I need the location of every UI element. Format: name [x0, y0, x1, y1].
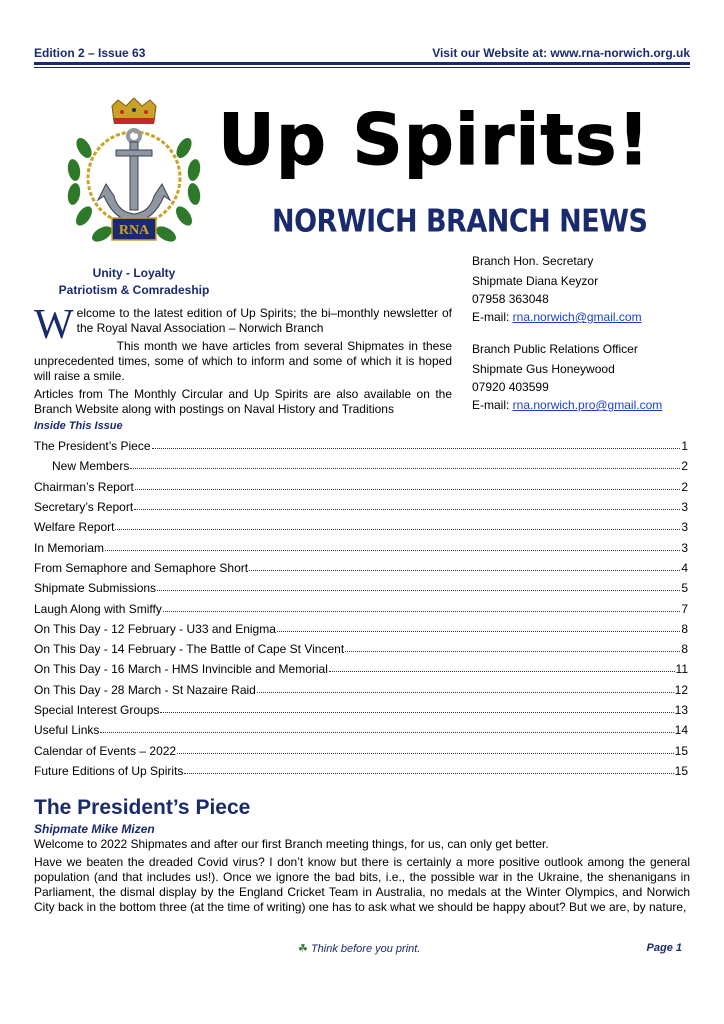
toc-entry[interactable]: [34, 537, 688, 557]
toc-entry-title: Calendar of Events – 2022: [34, 743, 177, 758]
toc-leader-dots: [160, 704, 673, 713]
crest-letters: RNA: [118, 223, 150, 238]
secretary-phone: 07958 363048: [472, 292, 549, 306]
pro-email-line: [472, 396, 662, 414]
article-title: The President’s Piece: [34, 796, 251, 819]
toc-entry[interactable]: [34, 700, 688, 720]
toc-leader-dots: [134, 501, 680, 510]
secretary-name: Shipmate Diana Keyzor: [472, 274, 599, 288]
toc-entry-page: 5: [681, 581, 688, 596]
header-rule: [34, 62, 690, 65]
rna-crest-icon: [54, 98, 214, 258]
secretary-email-label: E-mail:: [472, 310, 513, 324]
toc-leader-dots: [345, 643, 680, 652]
header-rule-thin: [34, 67, 690, 68]
toc-entry-title: Useful Links: [34, 723, 100, 738]
article-body: [34, 837, 690, 918]
toc-entry-title: The President’s Piece: [34, 439, 151, 454]
toc-entry-page: 3: [681, 540, 688, 555]
secretary-email-link[interactable]: rna.norwich@gmail.com: [512, 310, 642, 324]
motto: [34, 265, 234, 299]
crown-icon: [112, 98, 156, 124]
toc-entry-title: On This Day - 16 March - HMS Invincible and Memorial: [34, 662, 328, 677]
toc-entry-page: 14: [674, 723, 688, 738]
toc-entry-page: 2: [681, 479, 688, 494]
table-of-contents: [34, 436, 688, 781]
newsletter-subtitle: NORWICH BRANCH NEWS: [272, 204, 648, 240]
toc-entry-page: 3: [681, 520, 688, 535]
toc-leader-dots: [152, 440, 681, 449]
toc-entry-title: Laugh Along with Smiffy: [34, 601, 162, 616]
secretary-role: Branch Hon. Secretary: [472, 254, 594, 268]
toc-entry-page: 1: [681, 439, 688, 454]
toc-entry-title: From Semaphore and Semaphore Short: [34, 560, 249, 575]
toc-entry[interactable]: [34, 619, 688, 639]
toc-entry-title: On This Day - 12 February - U33 and Enigma: [34, 621, 276, 636]
toc-entry[interactable]: [34, 517, 688, 537]
pro-name: Shipmate Gus Honeywood: [472, 362, 615, 376]
newsletter-title: Up Spirits!: [218, 99, 651, 181]
toc-leader-dots: [130, 460, 680, 469]
think-before-print: ☘ Think before you print.: [298, 943, 421, 955]
toc-entry[interactable]: [34, 436, 688, 456]
pro-email-link[interactable]: rna.norwich.pro@gmail.com: [512, 398, 663, 412]
toc-entry[interactable]: [34, 761, 688, 781]
toc-entry[interactable]: [34, 558, 688, 578]
toc-entry-page: 11: [675, 662, 688, 677]
toc-heading: Inside This Issue: [34, 420, 123, 432]
tree-icon: ☘: [298, 943, 308, 955]
toc-leader-dots: [163, 603, 680, 612]
toc-leader-dots: [257, 684, 674, 693]
toc-entry[interactable]: [34, 639, 688, 659]
toc-entry[interactable]: [34, 740, 688, 760]
toc-leader-dots: [184, 765, 673, 774]
toc-leader-dots: [115, 521, 680, 530]
toc-entry-title: Shipmate Submissions: [34, 581, 157, 596]
toc-entry-title: Welfare Report: [34, 520, 115, 535]
motto-line2: Patriotism & Comradeship: [58, 283, 210, 297]
article-paragraph-2: Have we beaten the dreaded Covid virus? I don’t know but there is certainly a more positive outlook among the general population (and that includes us!). Once we ignore the bad bits, i.e., the possible war in the Ukraine, the shenanigans in Parliament, the dismal display by the England Cricket Team in Australia, no medals at the Winter Olympics, and Norwich City back in the bottom three (at the time of writing) one has to ask what we should be happy about? But we are, by nature,: [34, 855, 690, 914]
toc-entry[interactable]: [34, 456, 688, 476]
toc-entry-title: Secretary’s Report: [34, 500, 134, 515]
toc-entry[interactable]: [34, 659, 688, 679]
toc-leader-dots: [329, 663, 675, 672]
toc-entry-page: 15: [674, 743, 688, 758]
intro-paragraph-3: Articles from The Monthly Circular and Up Spirits are also available on the Branch Website along with postings on Naval History and Traditions: [34, 387, 452, 416]
toc-leader-dots: [157, 582, 680, 591]
article-author: Shipmate Mike Mizen: [34, 822, 155, 836]
toc-entry-page: 15: [674, 763, 688, 778]
toc-entry-page: 4: [681, 560, 688, 575]
toc-entry-page: 8: [681, 642, 688, 657]
toc-leader-dots: [105, 542, 680, 551]
toc-entry-title: New Members: [52, 459, 130, 474]
toc-entry-title: Chairman’s Report: [34, 479, 134, 494]
toc-entry[interactable]: [34, 578, 688, 598]
toc-entry-title: Special Interest Groups: [34, 703, 160, 717]
intro-paragraph-2: This month we have articles from several Shipmates in these unprecedented times, some of which to inform and some of which it is hoped will raise a smile.: [34, 339, 452, 383]
toc-leader-dots: [135, 481, 680, 490]
secretary-email-line: [472, 308, 642, 326]
pro-role: Branch Public Relations Officer: [472, 342, 638, 356]
toc-entry-title: On This Day - 28 March - St Nazaire Raid: [34, 682, 256, 697]
edition-label: Edition 2 – Issue 63: [34, 46, 146, 60]
anchor-icon: [98, 130, 170, 222]
toc-entry[interactable]: [34, 680, 688, 700]
toc-entry[interactable]: [34, 598, 688, 618]
toc-entry-page: 2: [681, 459, 688, 474]
page-number: Page 1: [646, 942, 682, 954]
toc-entry-page: 13: [674, 703, 688, 717]
article-paragraph-1: Welcome to 2022 Shipmates and after our first Branch meeting things, for us, can only get better.: [34, 837, 549, 851]
intro-paragraph-1: Welcome to the latest edition of Up Spirits; the bi–monthly newsletter of the Royal Naval Association – Norwich Branch: [34, 302, 452, 348]
drop-cap: W: [34, 302, 74, 348]
toc-entry-page: 7: [681, 601, 688, 616]
toc-entry-title: Future Editions of Up Spirits: [34, 763, 184, 778]
motto-line1: Unity - Loyalty: [92, 266, 176, 280]
toc-entry-title: On This Day - 14 February - The Battle of Cape St Vincent: [34, 642, 345, 657]
toc-entry-page: 3: [681, 500, 688, 515]
toc-leader-dots: [177, 745, 674, 754]
toc-entry-page: 8: [681, 621, 688, 636]
toc-leader-dots: [249, 562, 680, 571]
website-label[interactable]: Visit our Website at: www.rna-norwich.org.uk: [432, 46, 690, 60]
toc-entry-page: 12: [674, 682, 688, 697]
pro-phone: 07920 403599: [472, 380, 549, 394]
toc-entry[interactable]: [34, 497, 688, 517]
toc-entry-title: In Memoriam: [34, 540, 105, 555]
intro-text: [34, 302, 452, 420]
pro-email-label: E-mail:: [472, 398, 513, 412]
toc-leader-dots: [100, 724, 673, 733]
toc-leader-dots: [277, 623, 680, 632]
toc-entry[interactable]: [34, 477, 688, 497]
toc-entry[interactable]: [34, 720, 688, 740]
